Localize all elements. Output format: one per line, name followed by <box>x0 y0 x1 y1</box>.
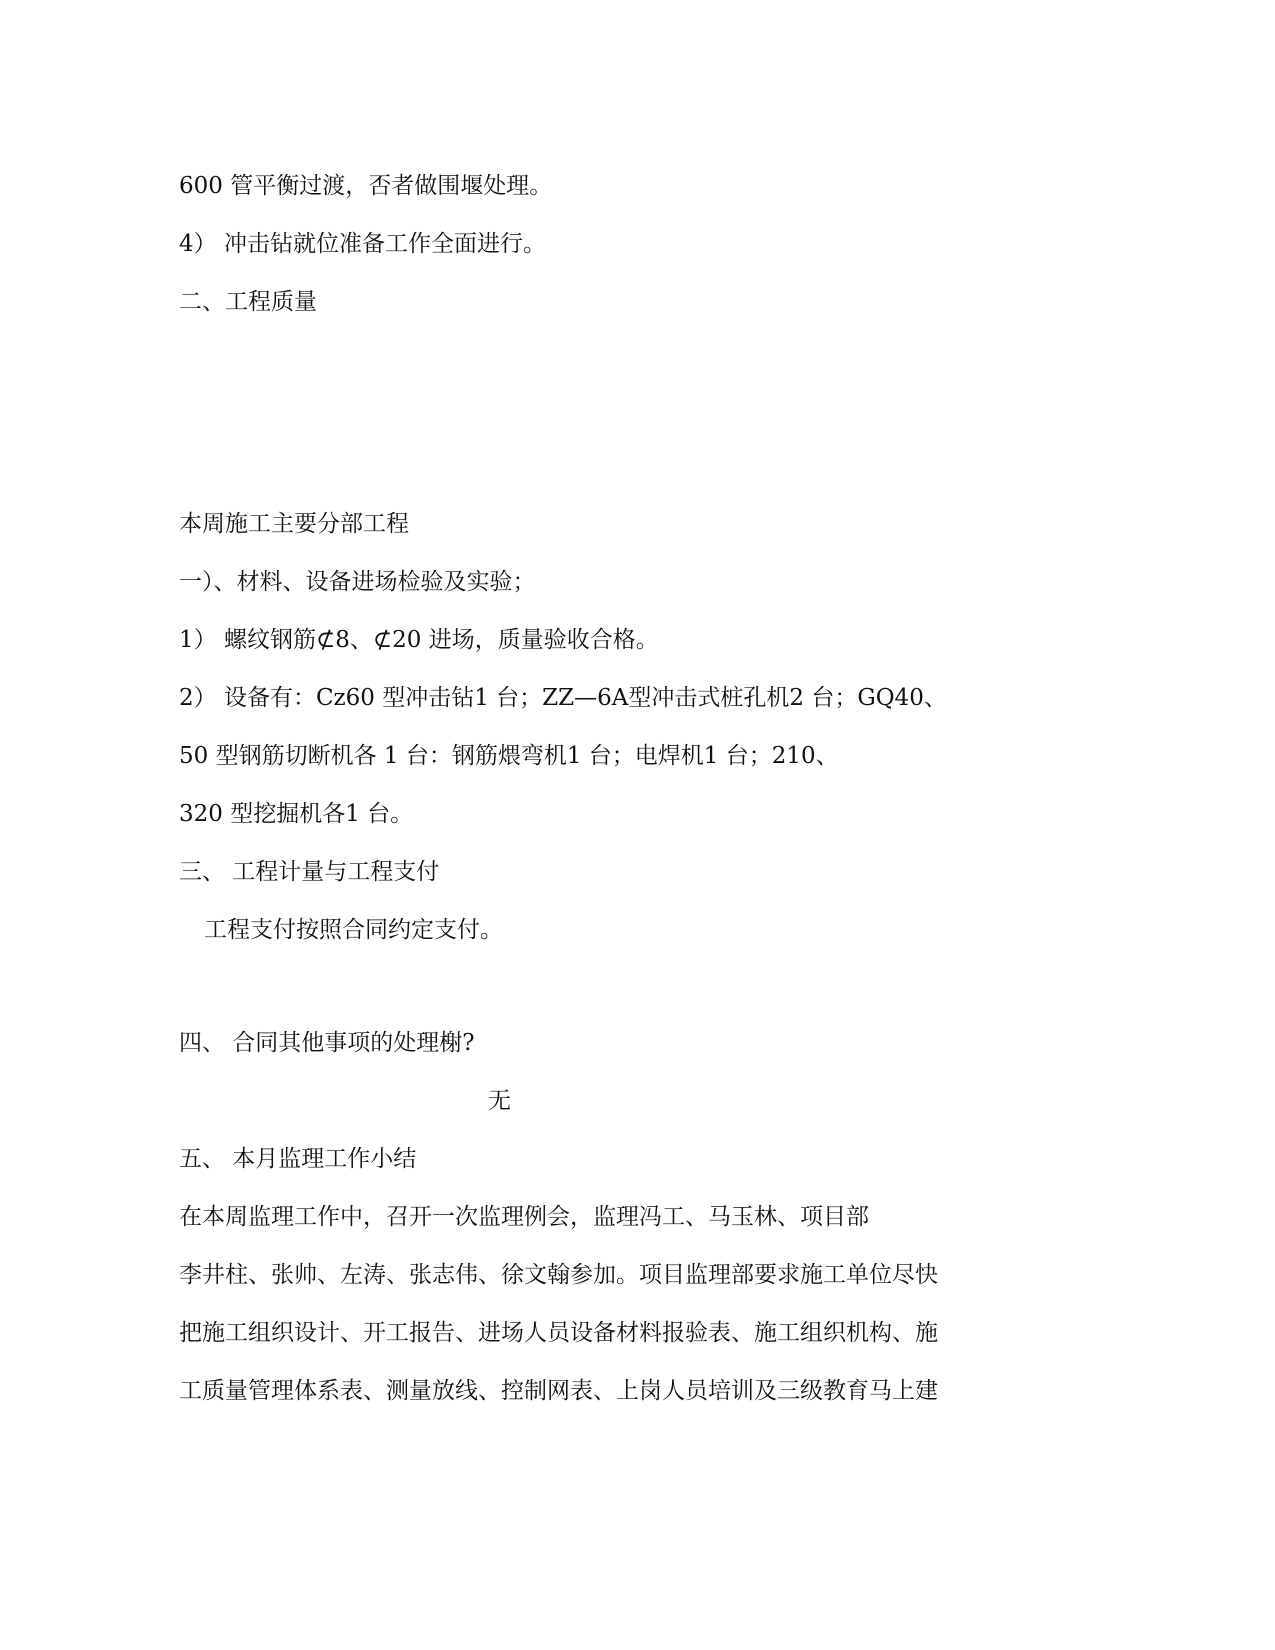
paragraph-line: 李井柱、张帅、左涛、张志伟、徐文翰参加。项目监理部要求施工单位尽快 <box>179 1262 938 1288</box>
paragraph-line: 把施工组织设计、开工报告、进场人员设备材料报验表、施工组织机构、施 <box>179 1320 938 1346</box>
paragraph-line: 600 管平衡过渡，否者做围堰处理。 <box>179 173 553 199</box>
section-heading: 四、 合同其他事项的处理榭? <box>179 1030 475 1056</box>
section-heading: 三、 工程计量与工程支付 <box>179 859 440 885</box>
section-heading: 二、工程质量 <box>179 289 317 315</box>
list-item: 2） 设备有：Cz60 型冲击钻1 台；ZZ—6A型冲击式桩孔机2 台；GQ40、 <box>179 685 947 711</box>
paragraph-line: 无 <box>488 1088 511 1114</box>
paragraph-line: 320 型挖掘机各1 台。 <box>179 801 414 827</box>
paragraph-line: 在本周监理工作中，召开一次监理例会，监理冯工、马玉林、项目部 <box>179 1204 869 1230</box>
list-item: 4） 冲击钻就位准备工作全面进行。 <box>179 231 546 257</box>
list-item: 1） 螺纹钢筋⊄8、⊄20 进场，质量验收合格。 <box>179 627 659 653</box>
subsection-heading: 一）、材料、设备进场检验及实验； <box>179 569 536 595</box>
section-heading: 本周施工主要分部工程 <box>179 511 409 537</box>
section-heading: 五、 本月监理工作小结 <box>179 1146 417 1172</box>
paragraph-line: 工程支付按照合同约定支付。 <box>204 917 503 943</box>
paragraph-line: 工质量管理体系表、测量放线、控制网表、上岗人员培训及三级教育马上建 <box>179 1378 938 1404</box>
paragraph-line: 50 型钢筋切断机各 1 台：钢筋煨弯机1 台；电焊机1 台；210、 <box>179 743 839 769</box>
